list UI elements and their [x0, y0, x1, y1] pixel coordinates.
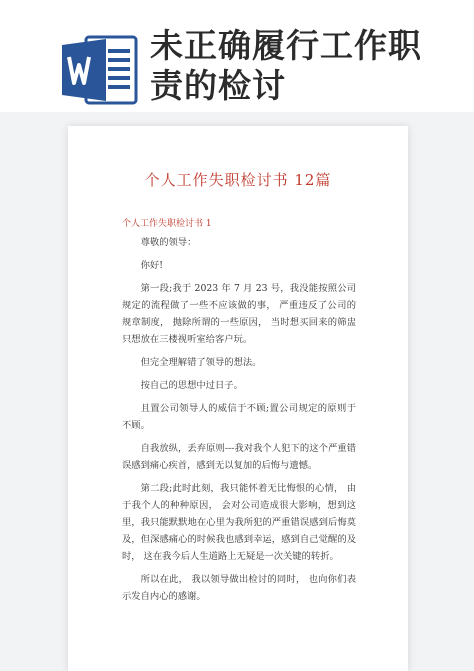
paragraph: 所以在此， 我以领导做出检讨的同时， 也向你们表示发自内心的感谢。: [122, 574, 356, 602]
paragraph: 你好!: [140, 260, 163, 271]
document-page: [68, 126, 408, 671]
section-title: 个人工作失职检讨书 1: [122, 219, 212, 229]
paragraph: 第一段;我于 2023 年 7 月 23 号，我没能按照公司规定的流程做了一些不应该做的事， 严重违反了公司的规章制度， 抛除所谓的一些原因， 当时想买回来的筛盅只想放在三楼视听室给客户玩。: [122, 283, 356, 345]
paragraph: 第二段;此时此刻，我只能怀着无比悔恨的心情， 由于我个人的种种原因， 会对公司造成很大影响，想到这里，我只能默默地在心里为我所犯的严重错误感到后悔莫及，但深感痛心的时候我也感到幸运，感到自己觉醒的及时， 这在我今后人生道路上无疑是一次关键的转折。: [122, 483, 356, 562]
paragraph: 但完全理解错了领导的想法。: [140, 357, 262, 368]
header: [0, 0, 474, 112]
paragraph: 尊敬的领导：: [140, 237, 197, 248]
word-document-icon: [60, 35, 138, 105]
paragraph: 按自己的思想中过日子。: [140, 380, 243, 391]
page-title: 未正确履行工作职责的检讨: [150, 26, 422, 105]
paragraph: 且置公司领导人的威信于不顾;置公司规定的原则于不顾。: [122, 403, 356, 431]
document-body: [122, 234, 356, 611]
paragraph: 自我放纵，丢弃原则---我对我个人犯下的这个严重错误感到痛心疾首，感到无以复加的后悔与遗憾。: [122, 443, 356, 471]
document-heading: 个人工作失职检讨书 12篇: [144, 171, 332, 189]
